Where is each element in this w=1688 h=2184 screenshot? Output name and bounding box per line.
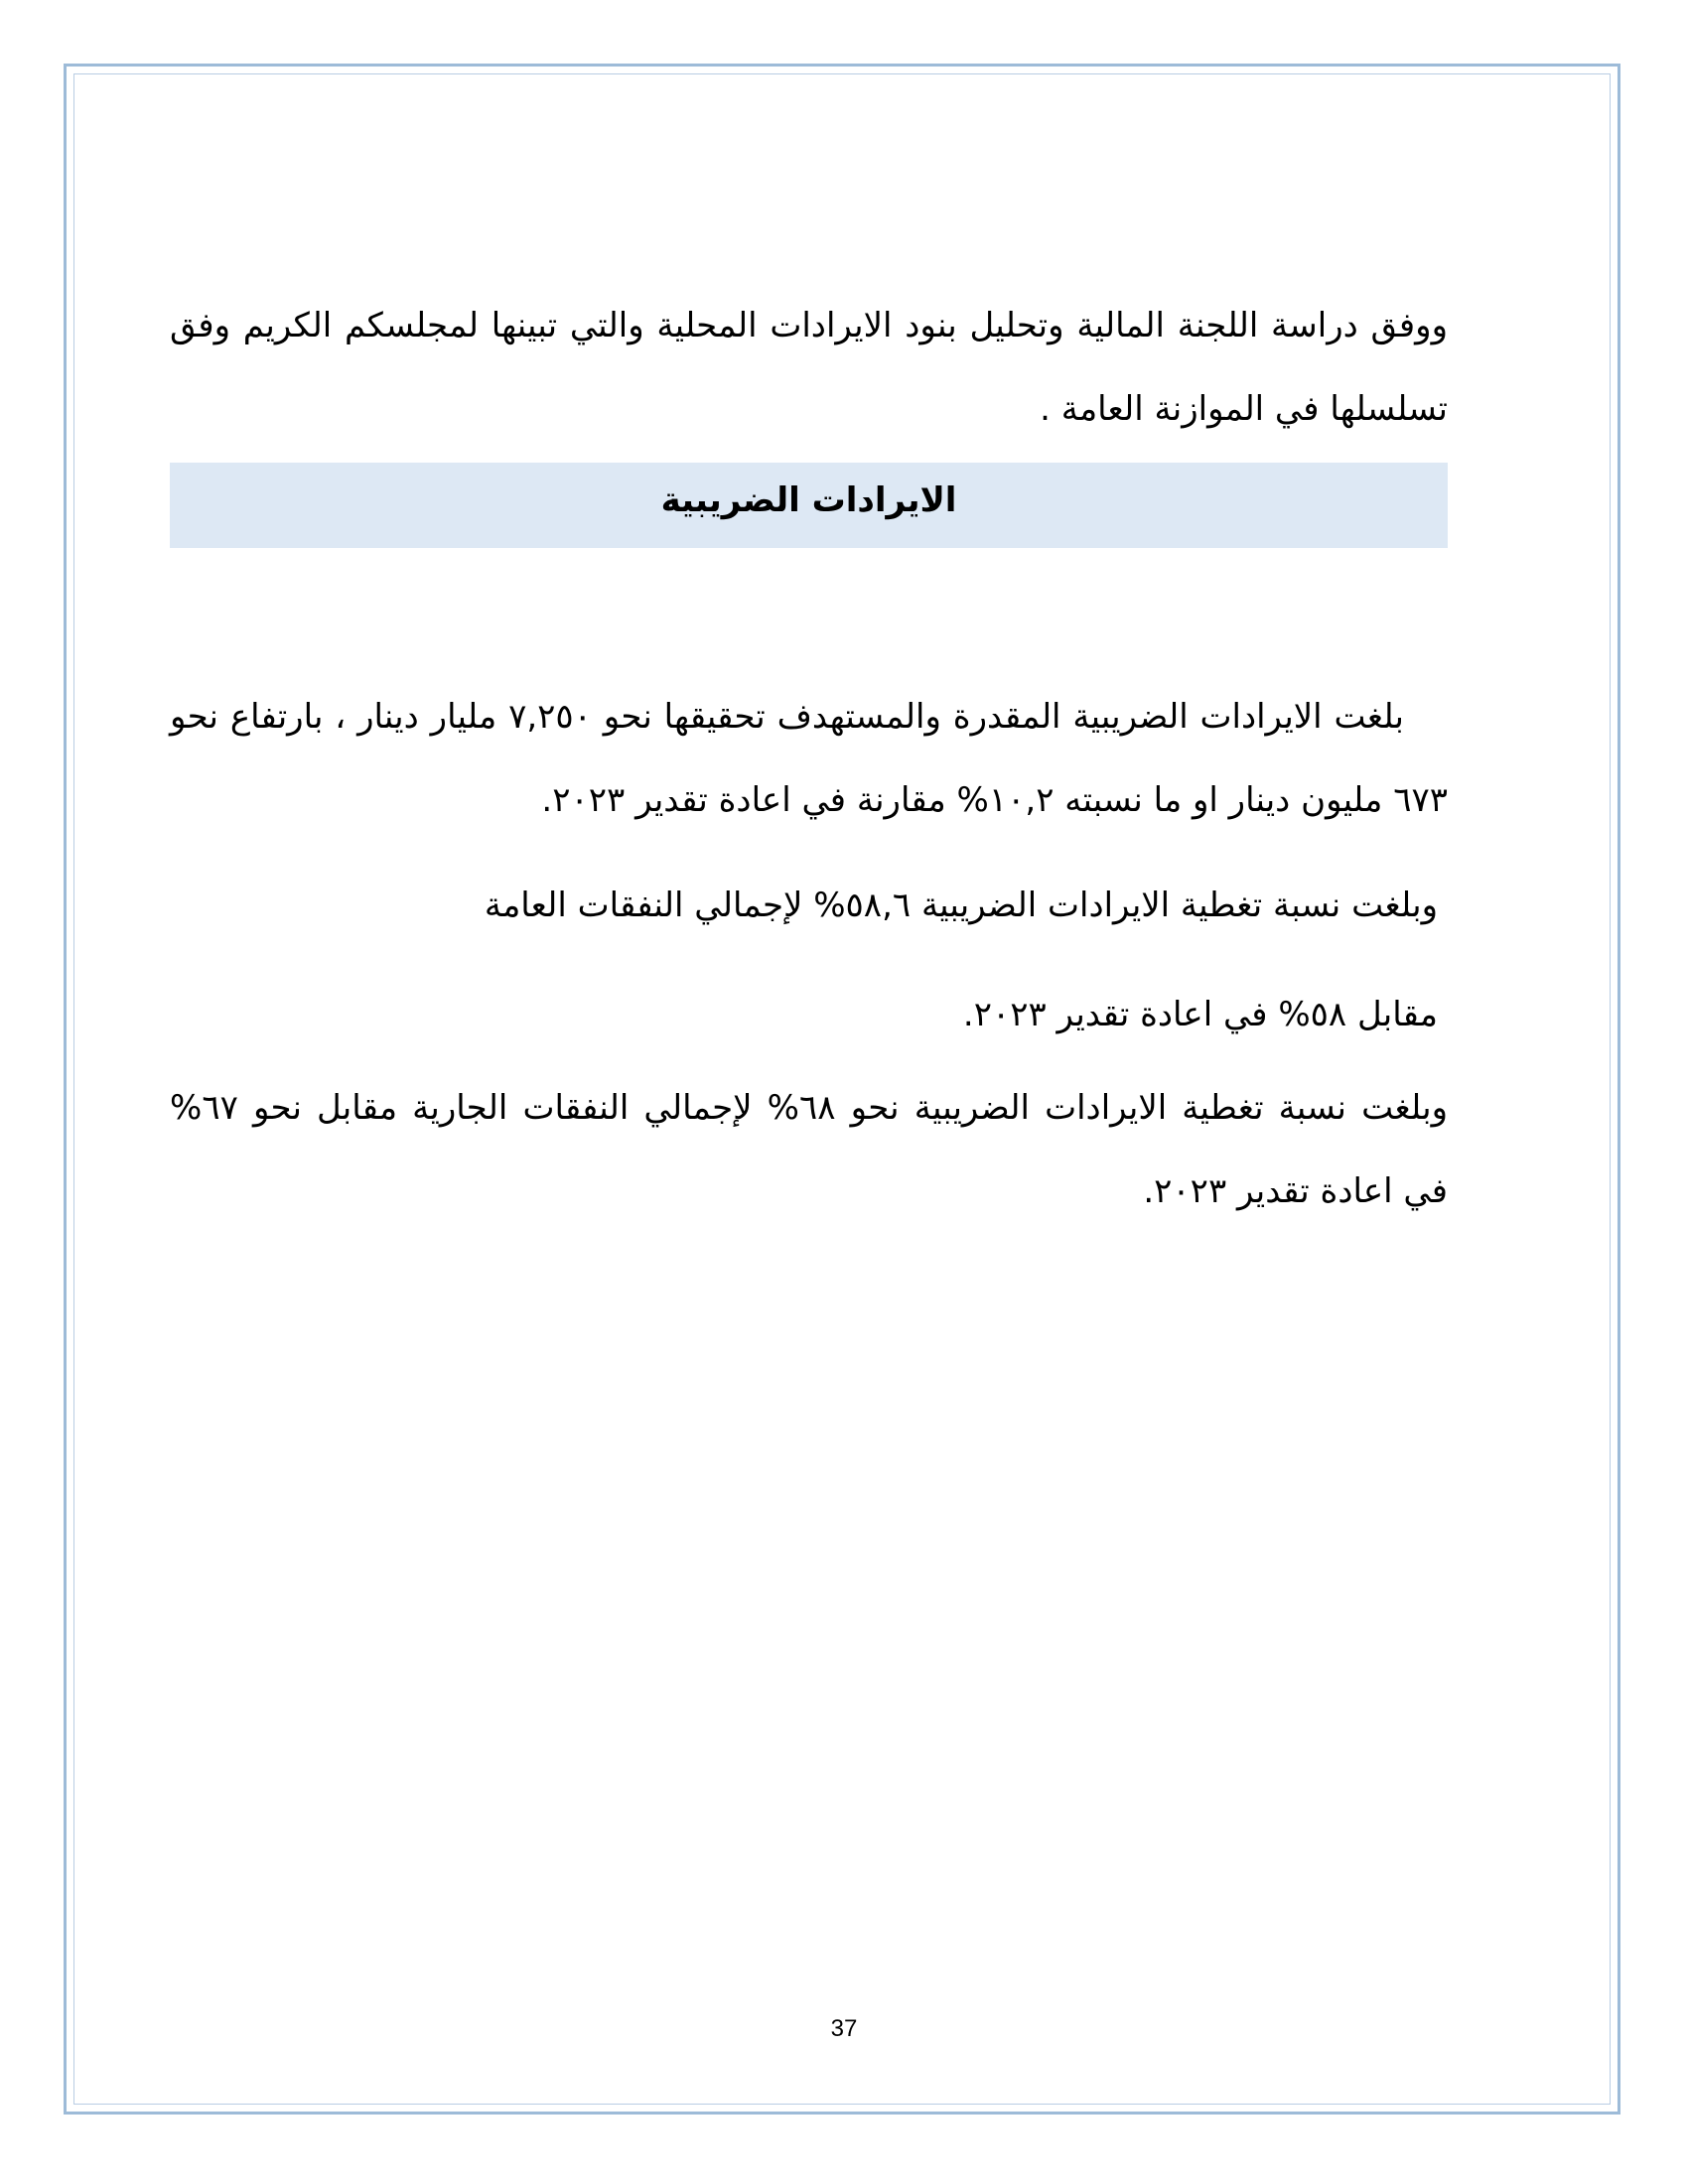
- intro-paragraph: ووفق دراسة اللجنة المالية وتحليل بنود الايرادات المحلية والتي تبينها لمجلسكم الكريم وفق تسلسلها في الموازنة العامة .: [170, 306, 1448, 429]
- tax-coverage-current-paragraph: وبلغت نسبة تغطية الايرادات الضريبية نحو ٦٨% لإجمالي النفقات الجارية مقابل نحو ٦٧% في اعادة تقدير ٢٠٢٣.: [170, 1088, 1448, 1211]
- page-content: [170, 284, 1448, 1233]
- tax-coverage-total-line-1: وبلغت نسبة تغطية الايرادات الضريبية ٥٨,٦% لإجمالي النفقات العامة: [484, 886, 1438, 925]
- tax-revenue-total-paragraph: بلغت الايرادات الضريبية المقدرة والمستهدف تحقيقها نحو ٧,٢٥٠ مليار دينار ، بارتفاع نحو ٦٧٣ مليون دينار او ما نسبته ١٠,٢% مقارنة في اعادة تقدير ٢٠٢٣.: [170, 697, 1448, 820]
- section-heading-banner: [170, 463, 1448, 548]
- tax-coverage-total-paragraph: [170, 864, 1448, 1056]
- tax-coverage-total-line-2: مقابل ٥٨% في اعادة تقدير ٢٠٢٣.: [962, 995, 1438, 1034]
- section-heading: الايرادات الضريبية: [660, 480, 957, 520]
- page-number: 37: [830, 2015, 858, 2042]
